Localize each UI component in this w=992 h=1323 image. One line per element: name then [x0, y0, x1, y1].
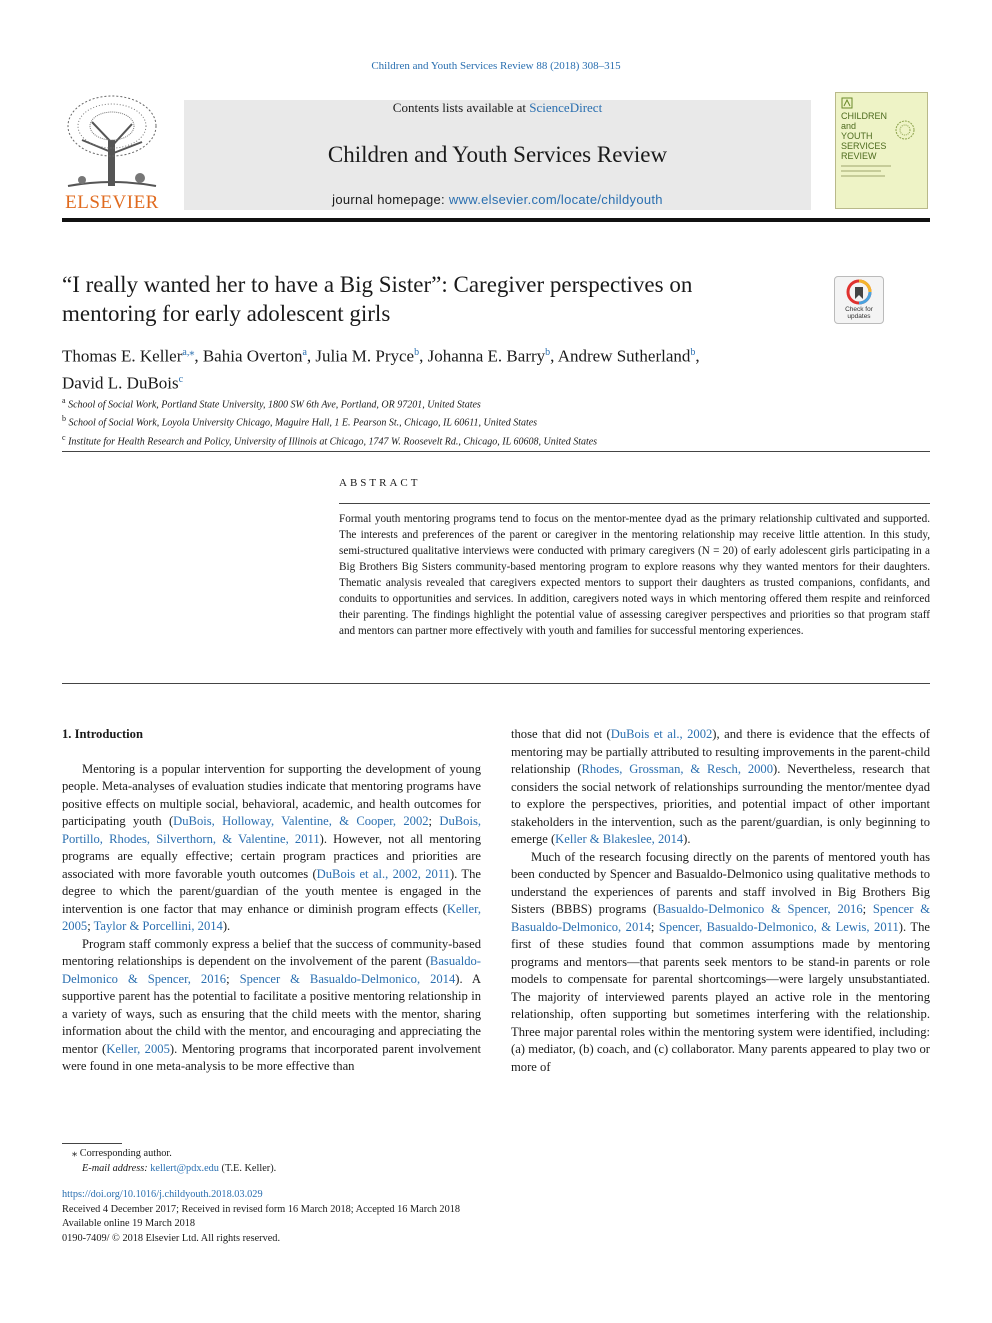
affiliation — [62, 412, 922, 430]
author-affil-mark[interactable]: b — [545, 347, 551, 358]
article-title — [62, 270, 802, 328]
citation-link[interactable]: DuBois, Holloway, Valentine, & Cooper, 2002 — [173, 814, 429, 828]
journal-cover-thumbnail[interactable] — [835, 92, 928, 209]
affiliation-mark: b — [62, 414, 66, 424]
footnote-mark: ⁎ — [72, 1148, 78, 1159]
citation-link[interactable]: Spencer, Basualdo-Delmonico, & Lewis, 2011 — [658, 919, 899, 934]
doi-link[interactable]: https://doi.org/10.1016/j.childyouth.2018.03.029 — [62, 1189, 263, 1200]
paragraph-text: Mentoring is a popular intervention for supporting the development of young people. Meta-analyses of evaluation studies indicate that mentoring programs have positive effects on multiple social, behavioral, academic, and health outcomes for participating youth ( — [62, 761, 481, 828]
citation-link[interactable]: Keller, 2005 — [62, 901, 481, 933]
paragraph-text: ). Nevertheless, research that considers the social network of relationships surrounding the mentor/mentee dyad to explore the perspectives, priorities, and potential impact of other important stakeholders in the intervention, such as the parent/guardian, is only beginning to emerge ( — [511, 762, 930, 846]
paragraph-text: ), and there is evidence that the effects of mentoring may be partially attributed to resulting improvements in the parent-child relationship ( — [511, 727, 930, 776]
author-affil-mark[interactable]: c — [178, 373, 184, 385]
cover-emblem-icon — [841, 97, 853, 109]
author-name[interactable]: Julia M. Pryce — [315, 346, 415, 366]
journal-info-box — [184, 100, 811, 210]
paragraph-text: ; — [650, 919, 659, 934]
header-rule — [62, 218, 930, 222]
affiliation — [62, 431, 922, 449]
author-name[interactable]: David L. DuBois — [62, 373, 179, 393]
elsevier-logo[interactable] — [62, 92, 162, 212]
abstract-text: Formal youth mentoring programs tend to focus on the mentor-mentee dyad as the primary relationship cultivated and supported. The interests and preferences of the parent or caregiver in the mentoring relationship may receive little attention. In this study, semi-structured qualitative interviews were conducted with primary caregivers (N = 20) of early adolescent girls participating in a Big Brothers Big Sisters community-based mentoring program to explore reasons why they wanted mentors for their daughters. Thematic analysis revealed that caregivers expected mentors to support their daughters as trusted companions, confidants, and conduits to opportunities and services. In addition, caregivers noted ways in which mentoring offered them respite and reinforced their parenting. The findings highlight the potential value of assessing caregiver perspectives and priorities so that program staff and mentors can partner more effectively with youth and families for successful mentoring experiences. — [339, 513, 930, 637]
check-updates-icon — [846, 279, 872, 305]
citation-link[interactable]: Rhodes, Grossman, & Resch, 2000 — [581, 762, 774, 776]
title-line-1: “I really wanted her to have a Big Sister”: Caregiver perspectives on — [62, 272, 693, 297]
corresponding-label: Corresponding author. — [79, 1148, 172, 1159]
citation-link[interactable]: Basualdo-Delmonico & Spencer, 2016 — [657, 902, 863, 916]
online-date: Available online 19 March 2018 — [62, 1218, 196, 1229]
homepage-line — [184, 192, 811, 207]
abstract-bottom-rule — [62, 683, 930, 684]
paragraph-text: ). Mentoring programs that incorporated parent involvement were found in one meta-analysis to be more effective than — [62, 1041, 481, 1073]
abstract-rule — [339, 503, 930, 504]
author-name[interactable]: Johanna E. Barry — [427, 346, 546, 366]
citation-link[interactable]: DuBois et al., 2002, 2011 — [316, 866, 450, 881]
author-affil-mark[interactable]: b — [414, 347, 420, 358]
citation-link[interactable]: Keller & Blakeslee, 2014 — [555, 832, 684, 846]
paragraph-text: ). — [222, 919, 231, 933]
affiliation-mark: c — [62, 432, 66, 442]
footnote — [62, 1146, 481, 1176]
body-column-right — [511, 726, 930, 1076]
publisher-name: ELSEVIER — [65, 192, 159, 213]
author-affil-mark[interactable]: a — [302, 347, 307, 358]
author-list: Thomas E. Keller$^{a,⁎}$, Bahia Overton$^a$, Julia M. Pryce$^b$, Johanna E. Barry$^b$, Andrew Sutherland$^b$, David L. DuBois$^c$ — [62, 346, 700, 393]
affiliation-text: Institute for Health Research and Policy, University of Illinois at Chicago, 1747 W. Roosevelt Rd., Chicago, IL 60608, United States — [68, 435, 598, 447]
affiliations-rule — [62, 451, 930, 452]
author-name[interactable]: Thomas E. Keller — [62, 346, 183, 366]
title-line-2: mentoring for early adolescent girls — [62, 301, 391, 326]
author-name[interactable]: Andrew Sutherland — [557, 346, 691, 366]
sciencedirect-link[interactable]: ScienceDirect — [529, 100, 603, 115]
paragraph-text: Much of the research focusing directly on the parents of mentored youth has been conducted by Spencer and Basualdo-Delmonico using qualitative methods to understand the experiences of parents and staff involved in Big Brothers Big Sisters (BBBS) programs ( — [511, 849, 930, 916]
abstract-heading: ABSTRACT — [339, 477, 421, 489]
paragraph-text: ; — [428, 814, 440, 828]
body-column-left — [62, 726, 481, 1076]
contents-line — [184, 100, 811, 116]
article-meta — [62, 1188, 662, 1246]
affiliation-text: School of Social Work, Portland State University, 1800 SW 6th Ave, Portland, OR 97201, United States — [68, 399, 481, 411]
check-for-updates-badge[interactable] — [834, 276, 884, 324]
citation-link[interactable]: DuBois et al., 2002 — [610, 727, 713, 741]
section-heading: 1. Introduction — [62, 727, 143, 741]
copyright: 0190-7409/ © 2018 Elsevier Ltd. All rights reserved. — [62, 1232, 281, 1244]
citation-link[interactable]: Basualdo-Delmonico & Spencer, 2016 — [62, 954, 481, 986]
cover-title-line: and — [841, 121, 857, 131]
elsevier-tree-icon — [62, 92, 162, 196]
paragraph — [62, 936, 481, 1076]
citation-link[interactable]: Taylor & Porcellini, 2014 — [93, 919, 223, 933]
citation-link[interactable]: Spencer & Basualdo-Delmonico, 2014 — [511, 902, 930, 934]
paragraph-text: ; — [226, 971, 240, 986]
email-link[interactable]: kellert@pdx.edu — [150, 1163, 219, 1174]
journal-citation[interactable]: Children and Youth Services Review 88 (2018) 308–315 — [371, 60, 621, 72]
received-dates: Received 4 December 2017; Received in revised form 16 March 2018; Accepted 16 March 2018 — [62, 1203, 461, 1215]
corresponding-note — [62, 1146, 481, 1161]
footnote-rule — [62, 1143, 122, 1144]
homepage-link[interactable]: www.elsevier.com/locate/childyouth — [448, 192, 663, 207]
affiliation-text: School of Social Work, Loyola University Chicago, Maguire Hall, 1 E. Pearson St., Chicago, IL 60611, United States — [68, 417, 538, 429]
citation-link[interactable]: DuBois, Portillo, Rhodes, Silverthorn, & Valentine, 2011 — [62, 814, 481, 846]
cover-title-line: CHILDREN — [841, 111, 888, 121]
affiliation-mark: a — [62, 396, 66, 405]
cover-title — [841, 111, 901, 161]
contents-prefix: Contents lists available at — [392, 100, 530, 115]
citation-link[interactable]: Spencer & Basualdo-Delmonico, 2014 — [239, 971, 456, 986]
paragraph-text: ). The degree to which the parent/guardian of the youth mentee is engaged in the intervention is one factor that may enhance or diminish program effects ( — [62, 866, 481, 916]
paragraph-text: ). The first of these studies found that common assumptions made by mentoring programs and mentors—that parents seek mentors to be stand-in parents or role models to compensate for parental shortcomings—were largely unsubstantiated. The majority of interviewed parents played an active role in the mentoring relationship, often supporting but sometimes interfering with the relationship. Three major parental roles within the mentoring system were identified, including: (a) mediator, (b) coach, and (c) collaborator. Many parents appeared to play two or more of — [511, 919, 930, 1074]
cover-title-line: REVIEW — [841, 151, 877, 161]
email-note — [62, 1161, 481, 1176]
paragraph-text: those that did not ( — [511, 727, 611, 741]
check-updates-label: Check for updates — [845, 306, 873, 320]
citation-link[interactable]: Keller, 2005 — [106, 1041, 170, 1056]
paragraph-text: Program staff commonly express a belief that the success of community-based mentoring relationships is dependent on the involvement of the parent ( — [62, 936, 481, 968]
paragraph-text: ; — [87, 919, 94, 933]
cover-title-line: YOUTH — [841, 131, 873, 141]
paragraph — [511, 726, 930, 849]
paragraph-text: ; — [862, 902, 873, 916]
email-suffix: (T.E. Keller). — [221, 1163, 277, 1174]
cover-text-lines — [841, 165, 891, 177]
author-name[interactable]: Bahia Overton — [202, 346, 303, 366]
paragraph — [511, 849, 930, 1077]
homepage-prefix: journal homepage: — [332, 192, 449, 207]
cover-title-line: SERVICES — [841, 141, 887, 151]
paragraph-text: ). However, not all mentoring programs are equally effective; certain program practices and priorities are associated with more favorable youth outcomes ( — [62, 831, 481, 881]
affiliations — [62, 394, 922, 449]
email-label: E-mail address: — [82, 1163, 148, 1174]
author-affil-mark[interactable]: a,⁎ — [182, 347, 195, 358]
journal-title: Children and Youth Services Review — [327, 142, 668, 167]
journal-header — [62, 92, 930, 212]
cover-ornament-icon — [894, 119, 916, 141]
author-affil-mark[interactable]: b — [690, 347, 696, 358]
paragraph-text: ). A supportive parent has the potential to facilitate a positive mentoring relationship in a variety of ways, such as ensuring that the child meets with the mentor, sharing information about the child with the mentor, and encouraging and appreciating the mentor ( — [62, 971, 481, 1056]
paragraph-text: ). — [683, 832, 691, 846]
affiliation — [62, 394, 922, 412]
paragraph — [62, 761, 481, 936]
